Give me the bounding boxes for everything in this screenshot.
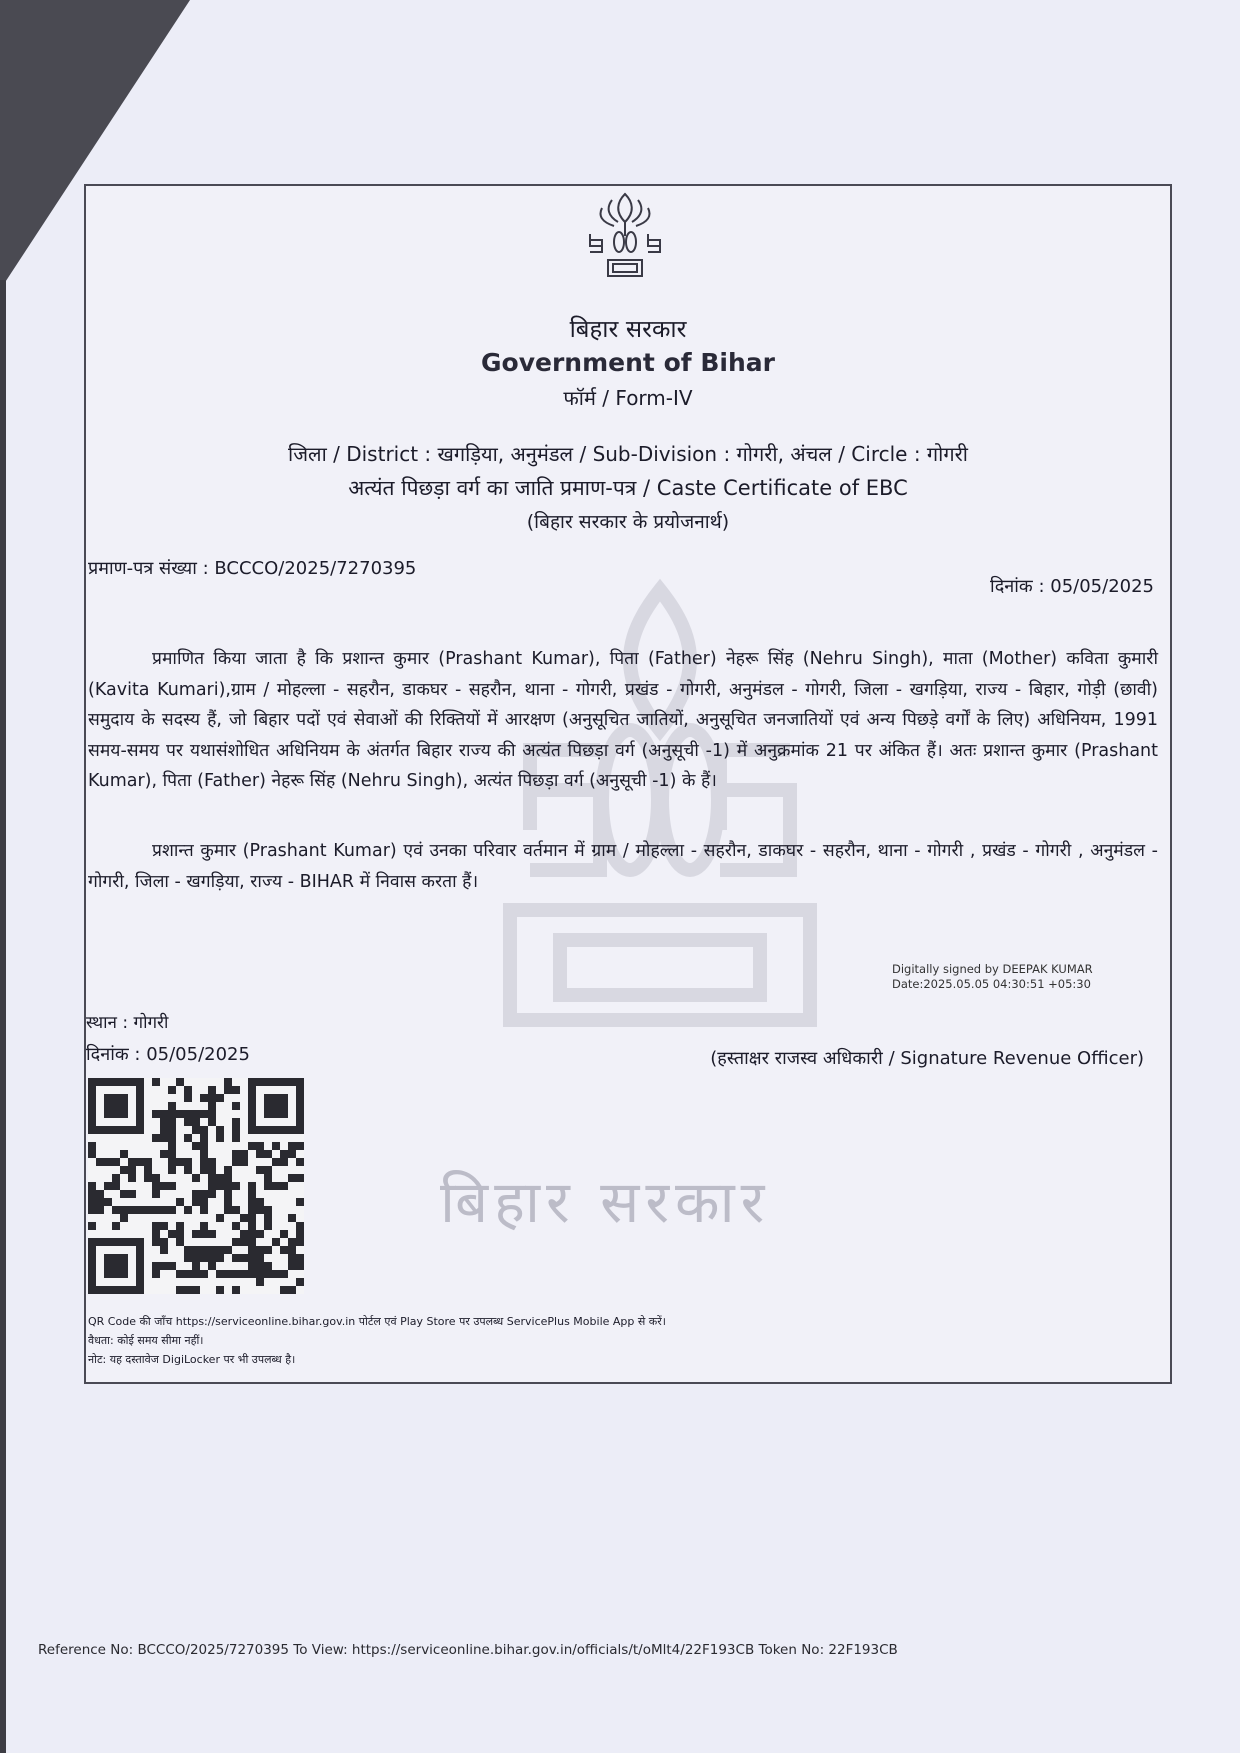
reference-line[interactable]: Reference No: BCCCO/2025/7270395 To View: https://serviceonline.bihar.gov.in/officials/t/oMlt4/22F193CB Token No: 22F193CB	[38, 1642, 898, 1658]
watermark-text: बिहार सरकार	[440, 1168, 771, 1236]
certificate-purpose: (बिहार सरकार के प्रयोजनार्थ)	[526, 511, 730, 533]
digilocker-note: नोट: यह दस्तावेज DigiLocker पर भी उपलब्ध है।	[88, 1353, 296, 1366]
emblem-watermark	[470, 530, 850, 1070]
certificate-date: दिनांक : 05/05/2025	[990, 576, 1154, 597]
digital-signature-stamp	[892, 962, 1093, 992]
form-number: फॉर्म / Form-IV	[563, 386, 693, 410]
issue-date: दिनांक : 05/05/2025	[86, 1044, 250, 1065]
bihar-emblem-icon	[584, 190, 666, 282]
validity-note: वैधता: कोई समय सीमा नहीं।	[88, 1334, 204, 1347]
residence-paragraph: प्रशान्त कुमार (Prashant Kumar) एवं उनका परिवार वर्तमान में ग्राम / मोहल्ला - सहरौन, डाकघर - सहरौन, थाना - गोगरी , प्रखंड - गोगरी , अनुमंडल - गोगरी, जिला - खगड़िया, राज्य - BIHAR में निवास करता हैं।	[88, 841, 1158, 892]
qr-verification-note: QR Code की जाँच https://serviceonline.bihar.gov.in पोर्टल एवं Play Store पर उपलब्ध ServicePlus Mobile App से करें।	[88, 1315, 666, 1328]
hindi-government-title: बिहार सरकार	[569, 315, 687, 343]
digital-signature-signer: Digitally signed by DEEPAK KUMAR	[892, 962, 1093, 976]
certificate-title: अत्यंत पिछड़ा वर्ग का जाति प्रमाण-पत्र / Caste Certificate of EBC	[348, 476, 908, 500]
jurisdiction-line: जिला / District : खगड़िया, अनुमंडल / Sub-Division : गोगरी, अंचल / Circle : गोगरी	[288, 442, 968, 466]
certification-paragraph: प्रमाणित किया जाता है कि प्रशान्त कुमार (Prashant Kumar), पिता (Father) नेहरू सिंह (Nehru Singh), माता (Mother) कविता कुमारी (Kavita Kumari),ग्राम / मोहल्ला - सहरौन, डाकघर - सहरौन, थाना - गोगरी, प्रखंड - गोगरी, अनुमंडल - गोगरी, जिला - खगड़िया, राज्य - बिहार, गोड़ी (छावी) समुदाय के सदस्य हैं, जो बिहार पदों एवं सेवाओं की रिक्तियों में आरक्षण (अनुसूचित जातियों, अनुसूचित जनजातियों एवं अन्य पिछड़े वर्गों के लिए) अधिनियम, 1991 समय-समय पर यथासंशोधित अधिनियम के अंतर्गत बिहार राज्य की अत्यंत पिछड़ा वर्ग (अनुसूची -1) में अनुक्रमांक 21 पर अंकित हैं। अतः प्रशान्त कुमार (Prashant Kumar), पिता (Father) नेहरू सिंह (Nehru Singh), अत्यंत पिछड़ा वर्ग (अनुसूची -1) के हैं।	[88, 649, 1158, 791]
qr-code[interactable]	[88, 1078, 304, 1294]
digital-signature-date: Date:2025.05.05 04:30:51 +05:30	[892, 977, 1091, 991]
page-edge-shadow	[0, 280, 6, 1753]
certificate-number: प्रमाण-पत्र संख्या : BCCCO/2025/7270395	[88, 558, 417, 579]
signature-officer-label[interactable]: (हस्ताक्षर राजस्व अधिकारी / Signature Revenue Officer)	[710, 1048, 1144, 1069]
english-government-title: Government of Bihar	[481, 348, 775, 377]
place-of-issue: स्थान : गोगरी	[86, 1013, 169, 1033]
